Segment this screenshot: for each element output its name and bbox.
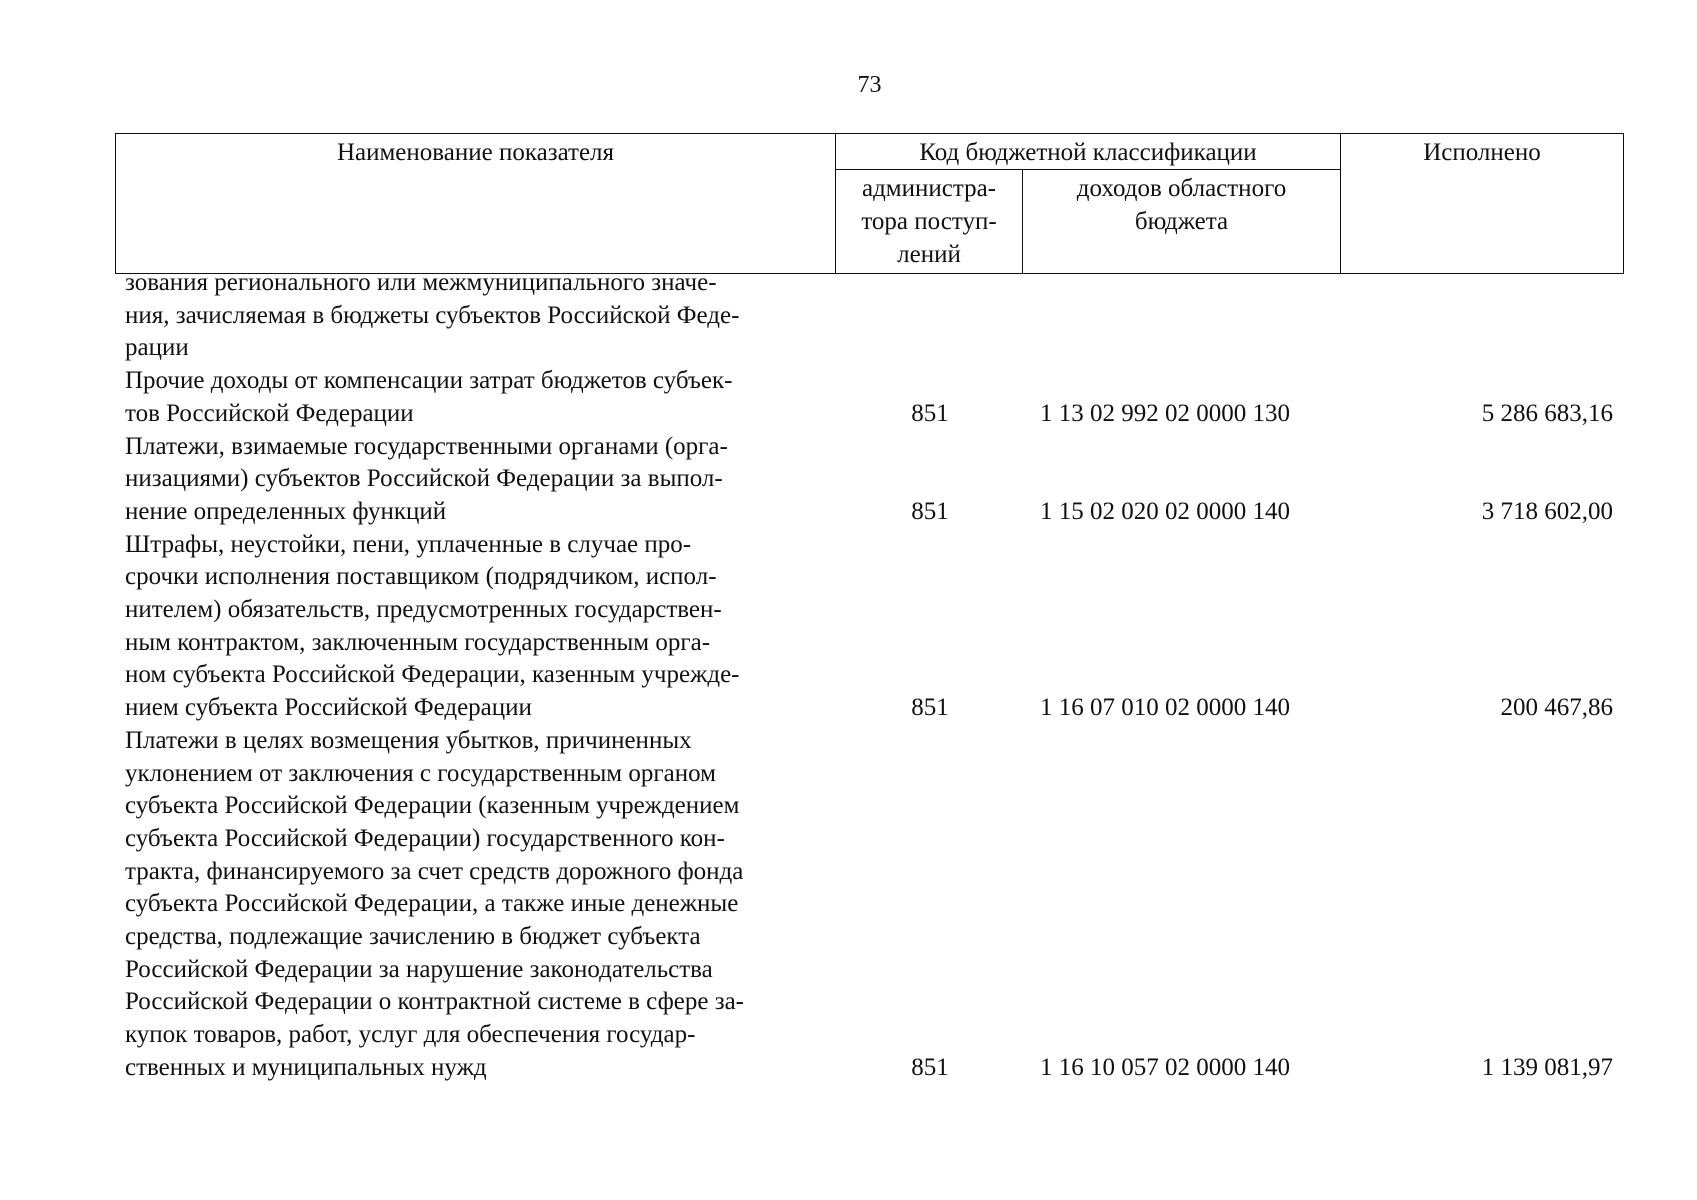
row-name-line: субъекта Российской Федерации (казенным учреждением bbox=[125, 792, 740, 820]
header-income-line: бюджета bbox=[1134, 208, 1229, 235]
table-row bbox=[125, 365, 1613, 430]
header-done-column bbox=[1341, 134, 1624, 274]
row-name-line: нителем) обязательств, предусмотренных государствен- bbox=[125, 596, 722, 623]
row-amount: 3 718 602,00 bbox=[1481, 497, 1613, 525]
row-name-line: ния, зачисляемая в бюджеты субъектов Российской Феде- bbox=[125, 301, 740, 329]
row-name-line: тракта, финансируемого за счет средств дорожного фонда bbox=[125, 857, 744, 885]
row-name-line: ственных и муниципальных нужд bbox=[125, 1053, 487, 1081]
row-name-line: Российской Федерации о контрактной системе в сфере за- bbox=[125, 988, 745, 1016]
table-header bbox=[115, 133, 1624, 274]
row-name-line: Российской Федерации за нарушение законодательства bbox=[125, 955, 713, 983]
row-name-line: ным контрактом, заключенным государственным орга- bbox=[125, 628, 711, 656]
header-code-group bbox=[836, 134, 1341, 170]
row-admin-code: 851 bbox=[911, 399, 949, 427]
header-admin-column bbox=[836, 170, 1023, 274]
row-name-line: срочки исполнения поставщиком (подрядчиком, испол- bbox=[125, 563, 717, 591]
header-income-line: доходов областного bbox=[1076, 175, 1287, 202]
page-number: 73 bbox=[857, 72, 882, 98]
row-name-line: Штрафы, неустойки, пени, уплаченные в случае про- bbox=[125, 530, 692, 558]
row-name-line: уклонением от заключения с государственным органом bbox=[125, 759, 716, 787]
row-name bbox=[125, 431, 822, 529]
row-name bbox=[125, 365, 822, 430]
table-row bbox=[125, 725, 1613, 1085]
row-name-line: нение определенных функций bbox=[125, 497, 447, 525]
row-name bbox=[125, 267, 822, 365]
row-name bbox=[125, 725, 822, 1085]
row-amount: 5 286 683,16 bbox=[1481, 399, 1613, 427]
header-income-column bbox=[1023, 170, 1341, 274]
row-name bbox=[125, 529, 822, 725]
header-name-label: Наименование показателя bbox=[336, 139, 615, 166]
header-admin-line: лений bbox=[897, 241, 961, 268]
row-admin-code: 851 bbox=[911, 694, 949, 722]
row-name-line: средства, подлежащие зачислению в бюджет субъекта bbox=[125, 923, 701, 951]
header-admin-line: тора поступ- bbox=[861, 208, 997, 235]
row-name-line: низациями) субъектов Российской Федерации за выпол- bbox=[125, 465, 723, 493]
table-row bbox=[125, 431, 1613, 529]
row-admin-code: 851 bbox=[911, 1053, 949, 1081]
row-name-line: Прочие доходы от компенсации затрат бюджетов субъек- bbox=[125, 367, 733, 395]
header-code-group-label: Код бюджетной классификации bbox=[919, 139, 1257, 166]
row-name-line: рации bbox=[125, 334, 189, 362]
row-budget-code: 1 15 02 020 02 0000 140 bbox=[1040, 497, 1290, 525]
header-done-label: Исполнено bbox=[1423, 139, 1541, 166]
row-name-line: субъекта Российской Федерации) государственного кон- bbox=[125, 824, 725, 852]
header-name-column bbox=[116, 134, 836, 274]
table-row bbox=[125, 267, 1613, 365]
row-name-line: купок товаров, работ, услуг для обеспечения государ- bbox=[125, 1021, 696, 1049]
row-name-line: тов Российской Федерации bbox=[125, 399, 414, 427]
row-name-line: субъекта Российской Федерации, а также иные денежные bbox=[125, 890, 739, 918]
row-budget-code: 1 16 07 010 02 0000 140 bbox=[1040, 694, 1290, 722]
row-amount: 200 467,86 bbox=[1500, 694, 1613, 722]
row-budget-code: 1 13 02 992 02 0000 130 bbox=[1040, 399, 1290, 427]
table-row bbox=[125, 529, 1613, 725]
header-admin-line: администра- bbox=[861, 175, 997, 202]
row-name-line: Платежи, взимаемые государственными органами (орга- bbox=[125, 432, 728, 460]
row-name-line: ном субъекта Российской Федерации, казенным учрежде- bbox=[125, 661, 740, 689]
row-amount: 1 139 081,97 bbox=[1481, 1053, 1613, 1081]
row-name-line: зования регионального или межмуниципального значе- bbox=[125, 269, 717, 296]
row-name-line: Платежи в целях возмещения убытков, причиненных bbox=[125, 726, 692, 754]
row-admin-code: 851 bbox=[911, 497, 949, 525]
row-name-line: нием субъекта Российской Федерации bbox=[125, 694, 532, 722]
row-budget-code: 1 16 10 057 02 0000 140 bbox=[1040, 1053, 1290, 1081]
